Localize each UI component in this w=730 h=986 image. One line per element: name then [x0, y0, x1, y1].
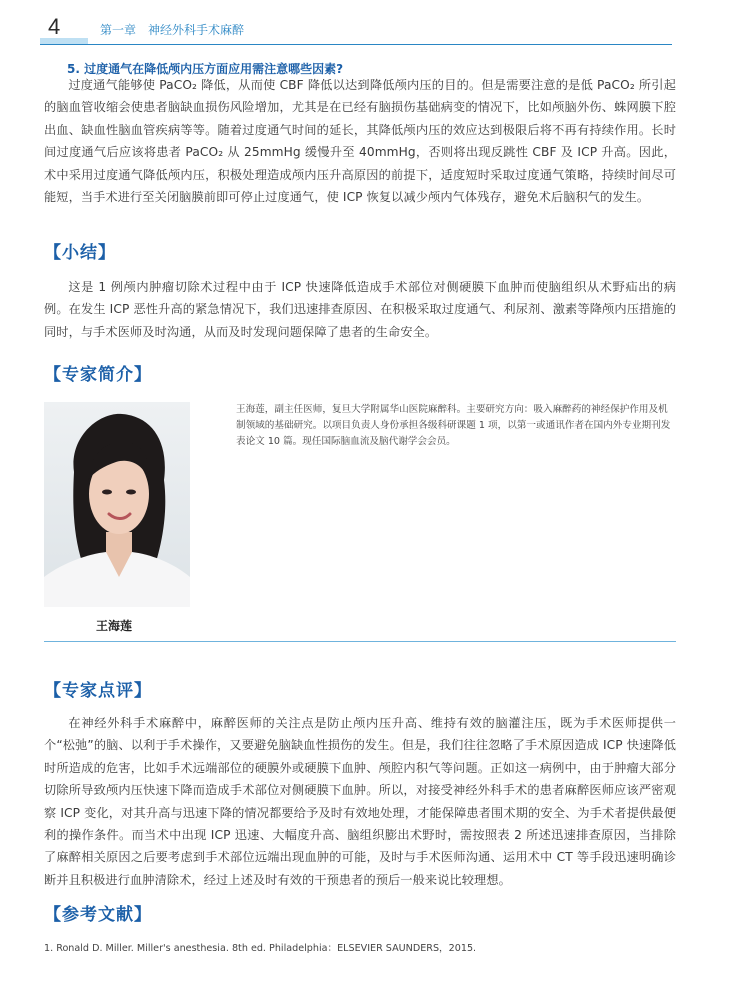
expert-photo-caption: 王海莲 — [96, 619, 133, 633]
expert-portrait-image — [44, 402, 190, 607]
question-5-body — [44, 74, 676, 208]
expert-comment-heading: 【专家点评】 — [44, 681, 152, 701]
section-divider — [44, 641, 676, 642]
references-heading: 【参考文献】 — [44, 905, 152, 925]
expert-photo — [44, 402, 190, 607]
summary-heading: 【小结】 — [44, 243, 116, 263]
question-5-title: 5. 过度通气在降低颅内压方面应用需注意哪些因素? — [67, 62, 344, 76]
summary-paragraph: 这是 1 例颅内肿瘤切除术过程中由于 ICP 快速降低造成手术部位对侧硬膜下血肿而使脑组织从术野疝出的病例。在发生 ICP 恶性升高的紧急情况下，我们迅速排查原因、在积极采取过度通气、利尿剂、激素等降颅内压措施的同时，与手术医师及时沟通，从而及时发现问题保障了患者的生命安全。 — [44, 280, 676, 339]
header-rule — [40, 44, 672, 45]
question-5-paragraph: 过度通气能够使 PaCO₂ 降低，从而使 CBF 降低以达到降低颅内压的目的。但是需要注意的是低 PaCO₂ 所引起的脑血管收缩会使患者脑缺血损伤风险增加，尤其是在已经有脑损伤基础病变的情况下，比如颅脑外伤、蛛网膜下腔出血、缺血性脑血管疾病等等。随着过度通气时间的延长，其降低颅内压的效应达到极限后将不再有持续作用。长时间过度通气后应该将患者 PaCO₂ 从 25mmHg 缓慢升至 40mmHg，否则将出现反跳性 CBF 及 ICP 升高。因此，术中采用过度通气降低颅内压，积极处理造成颅内压升高原因的前提下，适度短时采取过度通气策略，持续时间尽可能短，当手术进行至关闭脑膜前即可停止过度通气，使 ICP 恢复以减少颅内气体残存，避免术后脑积气的发生。 — [44, 78, 676, 205]
expert-bio: 王海莲，副主任医师，复旦大学附属华山医院麻醉科。主要研究方向：吸入麻醉药的神经保护作用及机制领域的基础研究。以项目负责人身份承担各级科研课题 1 项，以第一或通讯作者在国内外专业期刊发表论文 10 篇。现任国际脑血流及脑代谢学会会员。 — [236, 404, 671, 447]
page-number: 4 — [48, 14, 61, 39]
expert-comment-body — [44, 712, 676, 891]
chapter-title: 第一章 神经外科手术麻醉 — [100, 23, 245, 37]
reference-item-1: 1. Ronald D. Miller. Miller's anesthesia. 8th ed. Philadelphia：ELSEVIER SAUNDERS，2015. — [44, 943, 477, 954]
summary-body — [44, 276, 676, 343]
expert-comment-paragraph: 在神经外科手术麻醉中，麻醉医师的关注点是防止颅内压升高、维持有效的脑灌注压，既为手术医师提供一个“松弛”的脑、以利于手术操作，又要避免脑缺血性损伤的发生。但是，我们往往忽略了手术原因造成 ICP 快速降低时所造成的危害，比如手术远端部位的硬膜外或硬膜下血肿、颅腔内积气等问题。正如这一病例中，由于肿瘤大部分切除所导致颅内压快速下降而造成手术部位对侧硬膜下血肿。所以，对接受神经外科手术的患者麻醉医师应该严密观察 ICP 变化，对其升高与迅速下降的情况都要给予及时有效地处理，才能保障患者围术期的安全、为手术者提供最便利的操作条件。而当术中出现 ICP 迅速、大幅度升高、脑组织膨出术野时，需按照表 2 所述迅速排查原因，当排除了麻醉相关原因之后要考虑到手术部位远端出现血肿的可能，及时与手术医师沟通、运用术中 CT 等手段迅速明确诊断并且积极进行血肿清除术，经过上述及时有效的干预患者的预后一般来说比较理想。 — [44, 716, 676, 887]
expert-intro-heading: 【专家简介】 — [44, 365, 152, 385]
